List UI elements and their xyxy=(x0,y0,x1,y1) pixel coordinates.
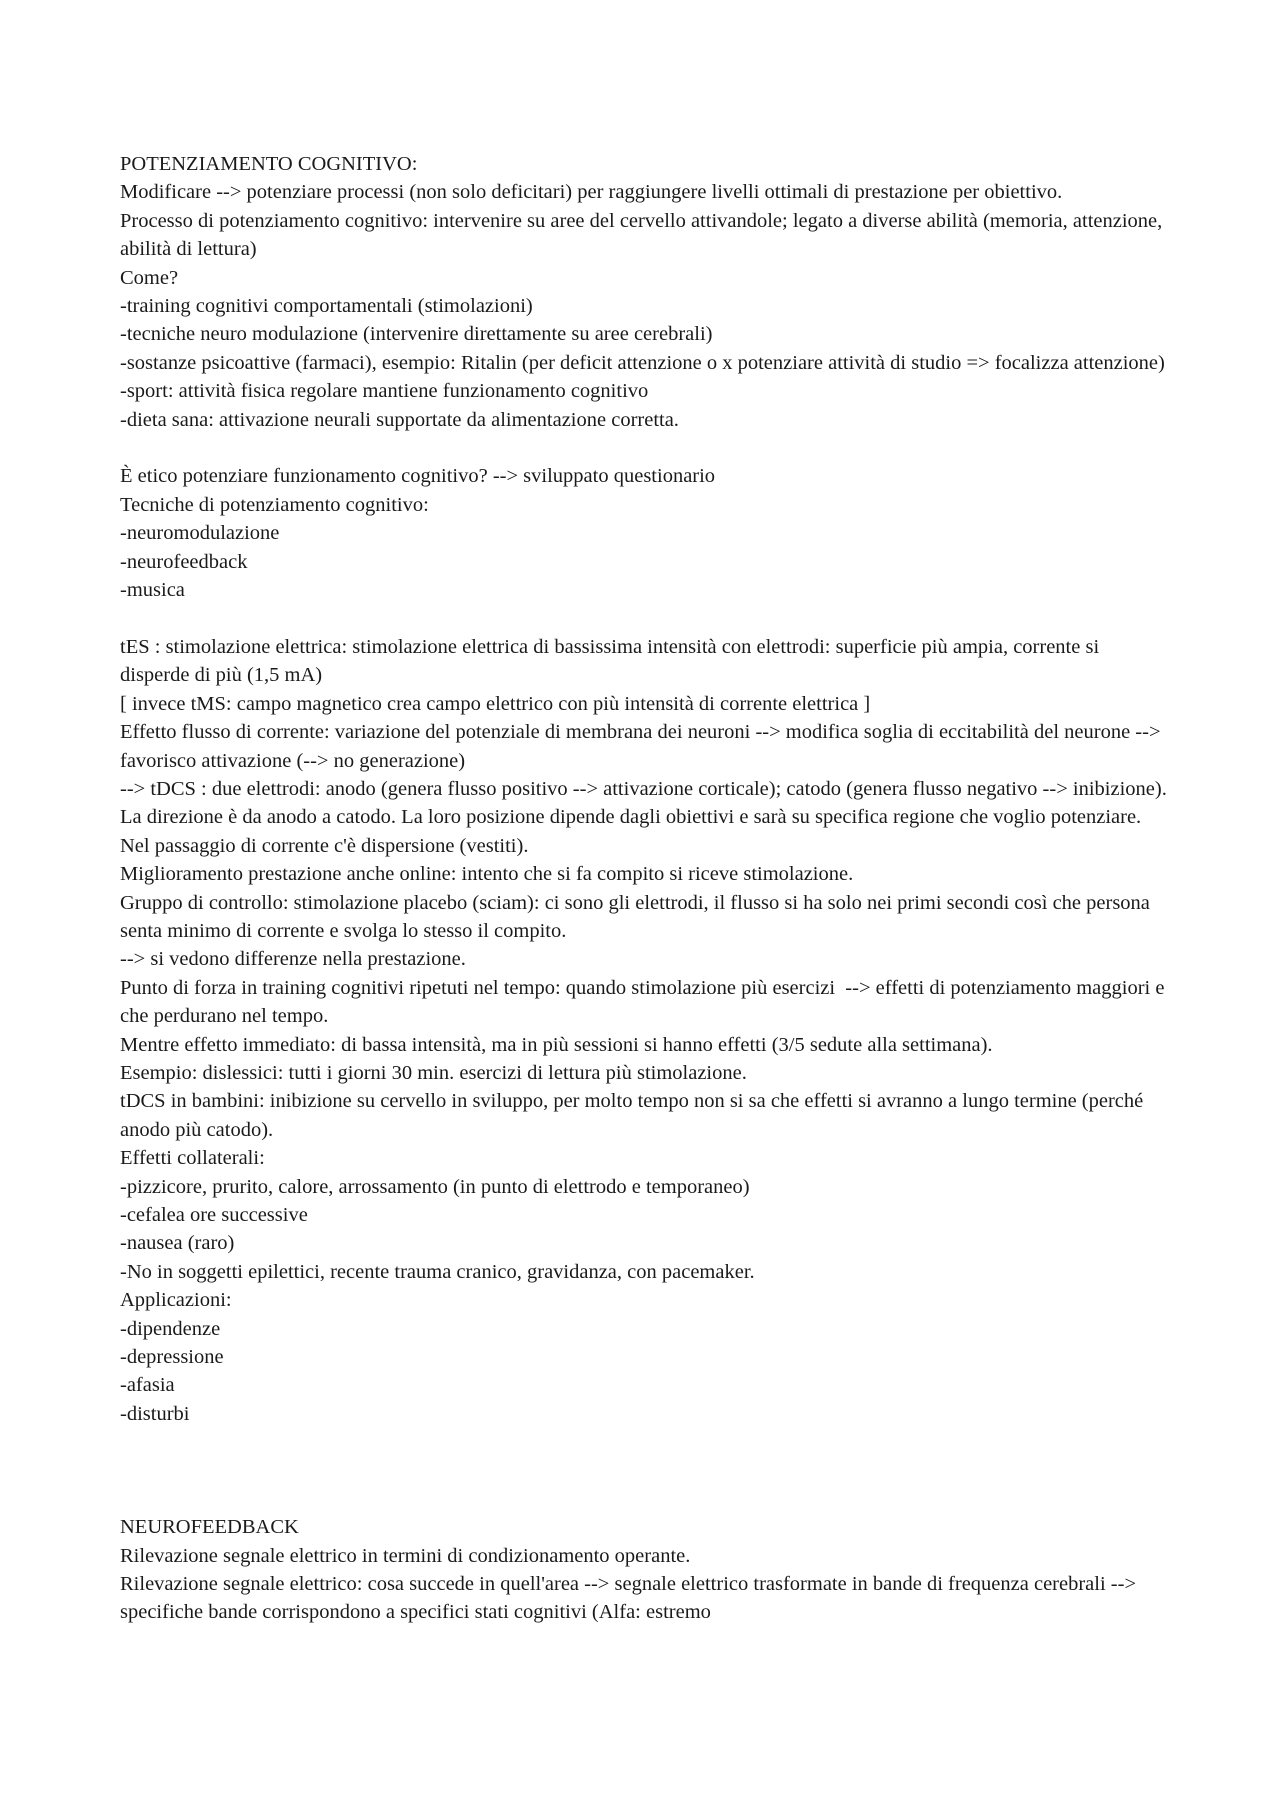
blank-line xyxy=(120,604,1170,632)
list-item: -neurofeedback xyxy=(120,550,248,573)
paragraph-line: Effetto flusso di corrente: variazione del potenziale di membrana dei neuroni --> modifica soglia di eccitabilità del neurone --> favorisco attivazione (--> no generazione) xyxy=(120,721,1166,772)
list-item: -afasia xyxy=(120,1374,175,1397)
list-item: -tecniche neuro modulazione (intervenire direttamente su aree cerebrali) xyxy=(120,323,713,346)
blank-line xyxy=(120,434,1170,462)
list-item: -sport: attività fisica regolare mantiene funzionamento cognitivo xyxy=(120,380,649,403)
list-item: -musica xyxy=(120,579,185,602)
paragraph-line: Processo di potenziamento cognitivo: intervenire su aree del cervello attivandole; legato a diverse abilità (memoria, attenzione, abilità di lettura) xyxy=(120,209,1168,261)
paragraph-line: Gruppo di controllo: stimolazione placebo (sciam): ci sono gli elettrodi, il flusso si ha solo nei primi secondi così che persona senta minimo di corrente e svolga lo stesso il compito. xyxy=(120,891,1156,942)
list-item: -sostanze psicoattive (farmaci), esempio: Ritalin (per deficit attenzione o x potenziare attività di studio => focalizza attenzione) xyxy=(120,351,1165,374)
paragraph-line: Mentre effetto immediato: di bassa intensità, ma in più sessioni si hanno effetti (3/5 sedute alla settimana). xyxy=(120,1033,993,1056)
section-title-potenziamento: POTENZIAMENTO COGNITIVO: xyxy=(120,153,418,175)
section-gap xyxy=(120,1428,1170,1513)
section-title-neurofeedback: NEUROFEEDBACK xyxy=(120,1516,299,1539)
list-item: -disturbi xyxy=(120,1402,190,1425)
list-item: -dipendenze xyxy=(120,1317,221,1340)
paragraph-line: Effetti collaterali: xyxy=(120,1147,265,1170)
paragraph-line: Miglioramento prestazione anche online: intento che si fa compito si riceve stimolazione. xyxy=(120,863,854,886)
list-item: -cefalea ore successive xyxy=(120,1204,308,1226)
list-item: -nausea (raro) xyxy=(120,1232,235,1255)
list-item: -pizzicore, prurito, calore, arrossamento (in punto di elettrodo e temporaneo) xyxy=(120,1175,750,1198)
paragraph-line: [ invece tMS: campo magnetico crea campo elettrico con più intensità di corrente elettrica ] xyxy=(120,692,871,715)
paragraph-line: tES : stimolazione elettrica: stimolazione elettrica di bassissima intensità con elettrodi: superficie più ampia, corrente si disperde di più (1,5 mA) xyxy=(120,635,1105,687)
list-item: -No in soggetti epilettici, recente trauma cranico, gravidanza, con pacemaker. xyxy=(120,1260,755,1283)
paragraph-line: Rilevazione segnale elettrico: cosa succede in quell'area --> segnale elettrico trasformate in bande di frequenza cerebrali --> specifiche bande corrispondono a specifici stati cognitivi (Alfa: estremo xyxy=(120,1573,1142,1624)
paragraph-line: tDCS in bambini: inibizione su cervello in sviluppo, per molto tempo non si sa che effetti si avranno a lungo termine (perché anodo più catodo). xyxy=(120,1090,1149,1141)
paragraph-line: Come? xyxy=(120,266,179,289)
paragraph-line: Esempio: dislessici: tutti i giorni 30 min. esercizi di lettura più stimolazione. xyxy=(120,1061,747,1084)
paragraph-line: --> tDCS : due elettrodi: anodo (genera flusso positivo --> attivazione corticale); catodo (genera flusso negativo --> inibizione). La direzione è da anodo a catodo. La loro posizione dipende dagli obiettivi e sarà su specifica regione che voglio potenziare. Nel passaggio di corrente c'è dispersione (vestiti). xyxy=(120,777,1172,857)
list-item: -training cognitivi comportamentali (stimolazioni) xyxy=(120,295,533,318)
list-item: -neuromodulazione xyxy=(120,522,280,545)
paragraph-line: Applicazioni: xyxy=(120,1289,232,1312)
paragraph-line: --> si vedono differenze nella prestazione. xyxy=(120,948,466,971)
paragraph-line: Punto di forza in training cognitivi ripetuti nel tempo: quando stimolazione più esercizi --> effetti di potenziamento maggiori e che perdurano nel tempo. xyxy=(120,976,1170,1028)
document-body xyxy=(120,150,1170,1627)
list-item: -dieta sana: attivazione neurali supportate da alimentazione corretta. xyxy=(120,408,679,431)
paragraph-line: Tecniche di potenziamento cognitivo: xyxy=(120,493,429,516)
paragraph-line: Modificare --> potenziare processi (non solo deficitari) per raggiungere livelli ottimali di prestazione per obiettivo. xyxy=(120,181,1063,204)
paragraph-line: È etico potenziare funzionamento cognitivo? --> sviluppato questionario xyxy=(120,465,716,488)
paragraph-line: Rilevazione segnale elettrico in termini di condizionamento operante. xyxy=(120,1544,691,1567)
list-item: -depressione xyxy=(120,1346,224,1369)
